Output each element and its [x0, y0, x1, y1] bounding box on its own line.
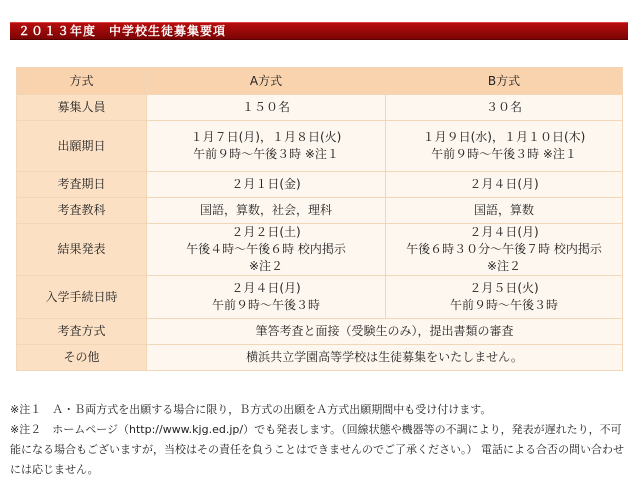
cell-b: [386, 198, 623, 224]
table-row: [17, 319, 623, 345]
cell-b: [386, 121, 623, 172]
cell-line: ２月２日(土): [231, 225, 301, 239]
cell-b: [386, 224, 623, 276]
row-label: 出願期日: [17, 121, 147, 172]
cell-line: ２月４日(月): [231, 281, 301, 295]
row-label: 結果発表: [17, 224, 147, 276]
cell-line: １５０名: [241, 100, 290, 114]
cell-line: 午前９時～午後３時 ※注１: [431, 147, 577, 161]
cell-line: 午後４時～午後６時 校内掲示: [186, 242, 346, 256]
cell-line: 午前９時～午後３時: [449, 298, 558, 312]
row-label: 考査期日: [17, 172, 147, 198]
table-row: [17, 121, 623, 172]
cell-a: [147, 276, 386, 319]
cell-line: ２月４日(月): [469, 225, 539, 239]
cell-a: [147, 198, 386, 224]
table-row: [17, 345, 623, 371]
cell-line: ※注２: [248, 259, 284, 273]
row-label: その他: [17, 345, 147, 371]
cell-line: １月９日(水)，１月１０日(木): [422, 130, 586, 144]
note-2: ※注２ ホームページ（http://www.kjg.ed.jp/）でも発表します。（回線状態や機器等の不調により，発表が遅れたり，不可能になる場合もございますが，当校はその責任を負うことはできませんのでご了承ください。） 電話による合否の問い合わせには応じません。: [10, 423, 624, 476]
column-header: 方式: [17, 68, 147, 95]
cell-b: [386, 95, 623, 121]
section-title: ２０１３年度 中学校生徒募集要項: [18, 24, 227, 38]
cell-a: [147, 172, 386, 198]
cell-line: ３０名: [485, 100, 522, 114]
cell-a: [147, 121, 386, 172]
note-1: ※注１ Ａ・Ｂ両方式を出願する場合に限り，Ｂ方式の出願をＡ方式出願期間中も受け付けます。: [10, 403, 492, 416]
cell-line: 国語，算数，社会，理科: [199, 203, 332, 217]
cell-b: [386, 276, 623, 319]
admission-table: [16, 67, 623, 371]
row-label: 募集人員: [17, 95, 147, 121]
table-row: [17, 198, 623, 224]
section-title-bar: [10, 22, 628, 40]
row-label: 考査方式: [17, 319, 147, 345]
cell-a: [147, 95, 386, 121]
table-row: [17, 224, 623, 276]
notes: [10, 400, 630, 480]
table-row: [17, 172, 623, 198]
cell-line: １月７日(月)，１月８日(火): [190, 130, 342, 144]
row-value-merged: 横浜共立学園高等学校は生徒募集をいたしません。: [147, 345, 623, 371]
cell-line: 国語，算数: [473, 203, 534, 217]
cell-line: ２月５日(火): [469, 281, 539, 295]
cell-line: ２月４日(月): [469, 177, 539, 191]
column-header: B方式: [386, 68, 623, 95]
table-row: [17, 95, 623, 121]
cell-line: 午前９時～午後３時 ※注１: [193, 147, 339, 161]
row-value-merged: 筆答考査と面接（受験生のみ），提出書類の審査: [147, 319, 623, 345]
row-label: 入学手続日時: [17, 276, 147, 319]
cell-a: [147, 224, 386, 276]
cell-line: 午前９時～午後３時: [211, 298, 320, 312]
column-header: A方式: [147, 68, 386, 95]
cell-line: ２月１日(金): [231, 177, 301, 191]
row-label: 考査教科: [17, 198, 147, 224]
table-header-row: [17, 68, 623, 95]
cell-line: 午後６時３０分～午後７時 校内掲示: [406, 242, 602, 256]
cell-line: ※注２: [486, 259, 522, 273]
table-row: [17, 276, 623, 319]
cell-b: [386, 172, 623, 198]
